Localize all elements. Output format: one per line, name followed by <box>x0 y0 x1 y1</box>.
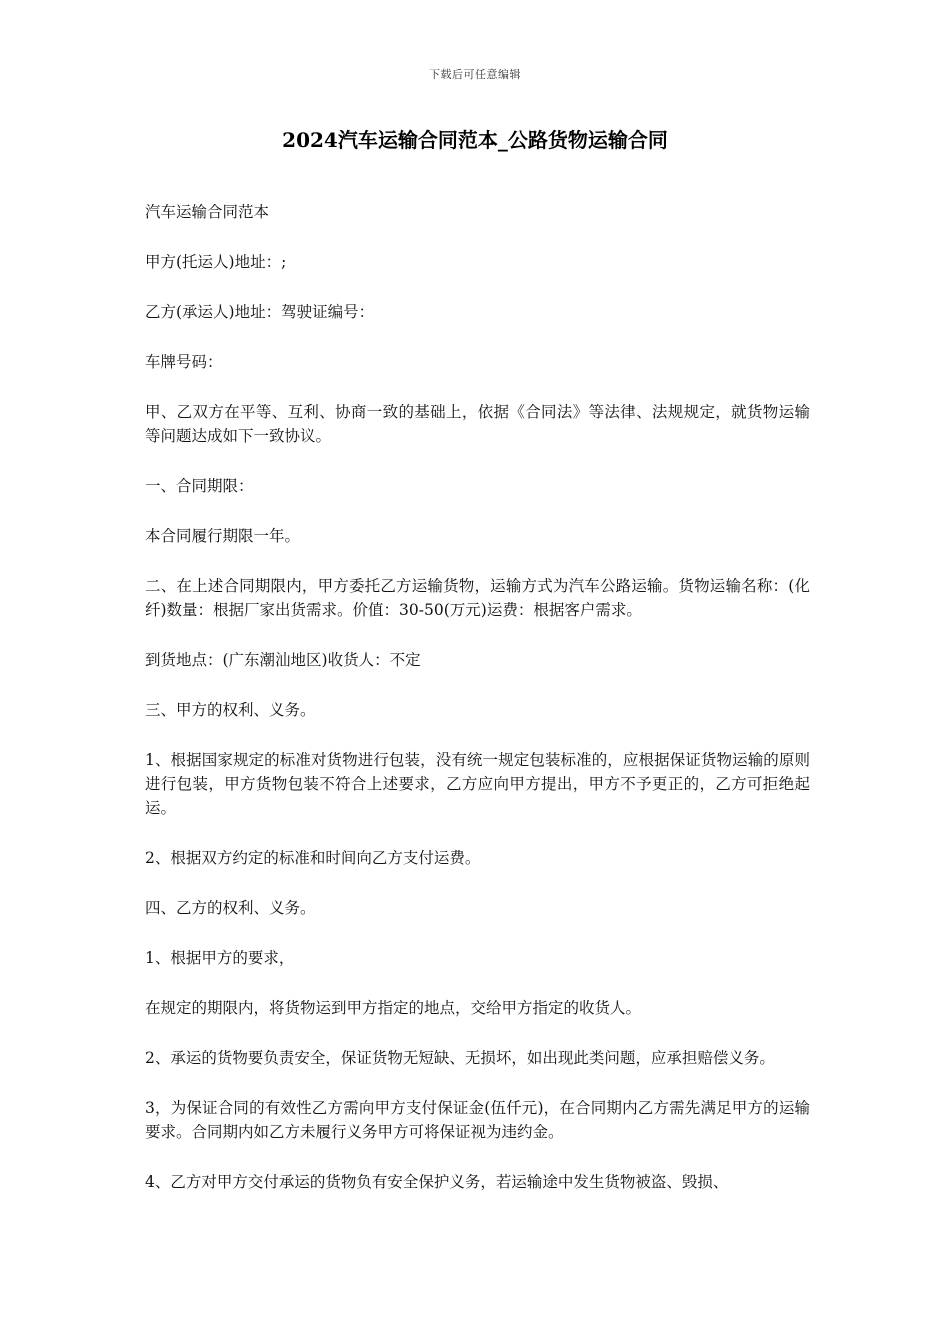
paragraph-clause-4-2: 2、承运的货物要负责安全，保证货物无短缺、无损坏，如出现此类问题，应承担赔偿义务。 <box>145 1049 775 1067</box>
paragraph-section-3: 三、甲方的权利、义务。 <box>145 701 316 719</box>
paragraph-section-1: 一、合同期限： <box>145 477 254 495</box>
paragraph-clause-4-1: 1、根据甲方的要求， <box>145 949 295 967</box>
paragraph-plate-number: 车牌号码： <box>145 353 223 371</box>
paragraph-preamble: 甲、乙双方在平等、互利、协商一致的基础上，依据《合同法》等法律、法规规定，就货物运输等问题达成如下一致协议。 <box>145 403 810 445</box>
header-note: 下载后可任意编辑 <box>429 68 521 81</box>
paragraph-clause-4-1-cont: 在规定的期限内，将货物运到甲方指定的地点，交给甲方指定的收货人。 <box>145 999 642 1017</box>
paragraph-party-a: 甲方(托运人)地址：; <box>145 253 287 271</box>
paragraph-clause-4-4: 4、乙方对甲方交付承运的货物负有安全保护义务，若运输途中发生货物被盗、毁损、 <box>145 1173 729 1191</box>
paragraph-clause-3-1: 1、根据国家规定的标准对货物进行包装，没有统一规定包装标准的，应根据保证货物运输的原则进行包装，甲方货物包装不符合上述要求，乙方应向甲方提出，甲方不予更正的，乙方可拒绝起运。 <box>145 751 810 817</box>
paragraph-clause-4-3: 3，为保证合同的有效性乙方需向甲方支付保证金(伍仟元)，在合同期内乙方需先满足甲方的运输要求。合同期内如乙方未履行义务甲方可将保证视为违约金。 <box>145 1099 810 1141</box>
paragraph-heading: 汽车运输合同范本 <box>145 203 270 221</box>
paragraph-clause-3-2: 2、根据双方约定的标准和时间向乙方支付运费。 <box>145 849 481 867</box>
paragraph-term: 本合同履行期限一年。 <box>145 527 301 545</box>
document-title: 2024汽车运输合同范本_公路货物运输合同 <box>282 128 668 152</box>
paragraph-party-b: 乙方(承运人)地址：驾驶证编号： <box>145 303 375 321</box>
document-body <box>145 200 810 1220</box>
paragraph-destination: 到货地点：(广东潮汕地区)收货人：不定 <box>145 651 421 669</box>
paragraph-section-2: 二、在上述合同期限内，甲方委托乙方运输货物，运输方式为汽车公路运输。货物运输名称：(化纤)数量：根据厂家出货需求。价值：30-50(万元)运费：根据客户需求。 <box>145 577 810 619</box>
paragraph-section-4: 四、乙方的权利、义务。 <box>145 899 316 917</box>
